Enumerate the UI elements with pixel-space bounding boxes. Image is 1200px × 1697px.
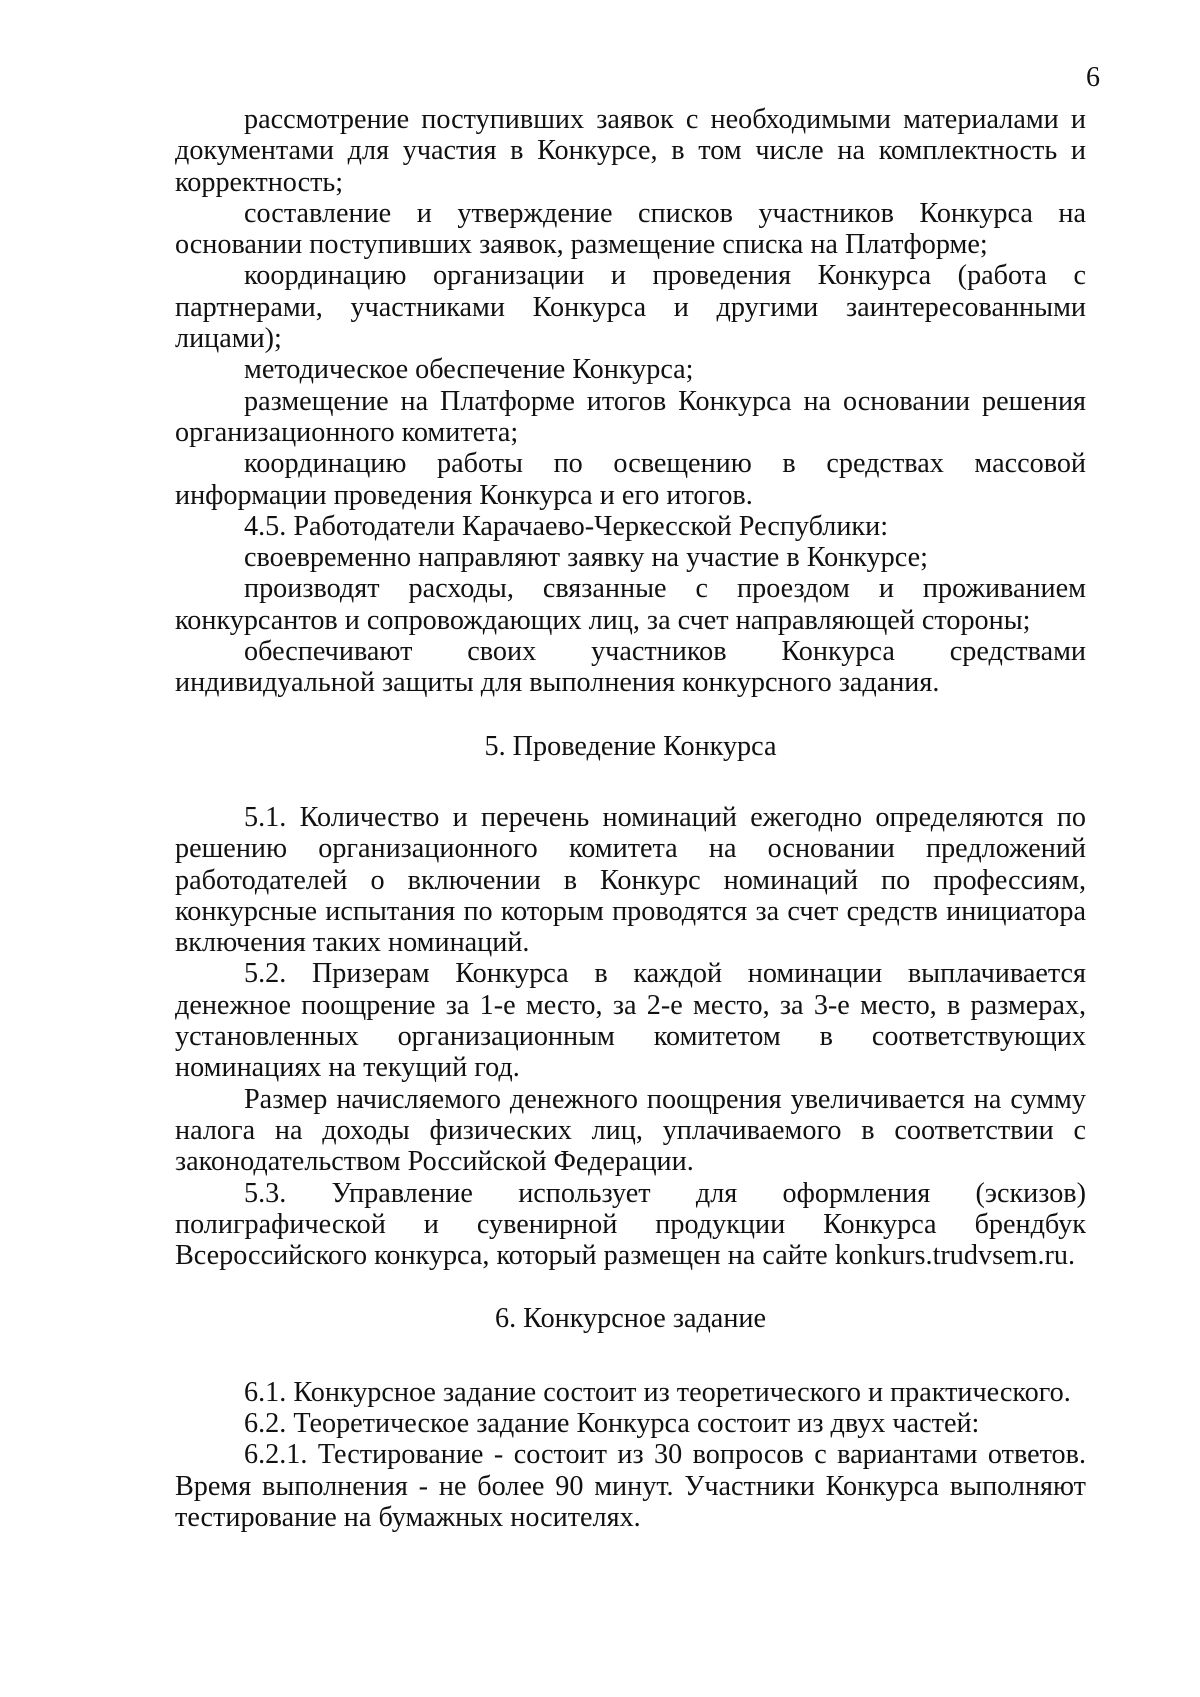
paragraph-5-3: 5.3. Управление использует для оформления (эскизов) полиграфической и сувенирной продукции Конкурса брендбук Всероссийского конкурса, который размещен на сайте konkurs.trudvsem.ru. xyxy=(175,1177,1086,1272)
section-5-heading: 5. Проведение Конкурса xyxy=(484,730,777,762)
paragraph-6-2: 6.2. Теоретическое задание Конкурса состоит из двух частей: xyxy=(244,1407,980,1439)
paragraph-6-1: 6.1. Конкурсное задание состоит из теоретического и практического. xyxy=(244,1376,1071,1408)
paragraph-travel-expenses: производят расходы, связанные с проездом и проживанием конкурсантов и сопровождающих лиц, за счет направляющей стороны; xyxy=(175,573,1086,636)
paragraph-media-coverage: координацию работы по освещению в средствах массовой информации проведения Конкурса и его итогов. xyxy=(175,448,1086,511)
paragraph-application-review: рассмотрение поступивших заявок с необходимыми материалами и документами для участия в Конкурсе, в том числе на комплектность и корректность; xyxy=(175,104,1086,198)
paragraph-methodical-support: методическое обеспечение Конкурса; xyxy=(244,354,694,386)
paragraph-timely-application: своевременно направляют заявку на участие в Конкурсе; xyxy=(244,542,928,574)
paragraph-coordination: координацию организации и проведения Конкурса (работа с партнерами, участниками Конкурса и другими заинтересованными лицами); xyxy=(175,260,1086,355)
section-6-heading: 6. Конкурсное задание xyxy=(494,1303,766,1335)
paragraph-participant-lists: составление и утверждение списков участников Конкурса на основании поступивших заявок, размещение списка на Платформе; xyxy=(175,197,1086,261)
paragraph-5-2: 5.2. Призерам Конкурса в каждой номинации выплачивается денежное поощрение за 1-е место, за 2-е место, за 3-е место, в размерах, установленных организационным комитетом в соответствующих номинациях на текущий год. xyxy=(175,958,1086,1084)
paragraph-4-5-employers: 4.5. Работодатели Карачаево-Черкесской Республики: xyxy=(244,510,889,542)
paragraph-6-2-1: 6.2.1. Тестирование - состоит из 30 вопросов с вариантами ответов. Время выполнения - не более 90 минут. Участники Конкурса выполняют тестирование на бумажных носителях. xyxy=(175,1439,1086,1533)
paragraph-protective-equipment: обеспечивают своих участников Конкурса средствами индивидуальной защиты для выполнения конкурсного задания. xyxy=(175,636,1086,699)
page-number: 6 xyxy=(1086,62,1100,93)
paragraph-5-1: 5.1. Количество и перечень номинаций ежегодно определяются по решению организационного комитета на основании предложений работодателей о включении в Конкурс номинаций по профессиям, конкурсные испытания по которым проводятся за счет средств инициатора включения таких номинаций. xyxy=(175,801,1086,959)
paragraph-prize-tax: Размер начисляемого денежного поощрения увеличивается на сумму налога на доходы физических лиц, уплачиваемого в соответствии с законодательством Российской Федерации. xyxy=(175,1083,1086,1178)
document-body xyxy=(175,104,1086,1533)
paragraph-results-publication: размещение на Платформе итогов Конкурса на основании решения организационного комитета; xyxy=(175,385,1086,448)
